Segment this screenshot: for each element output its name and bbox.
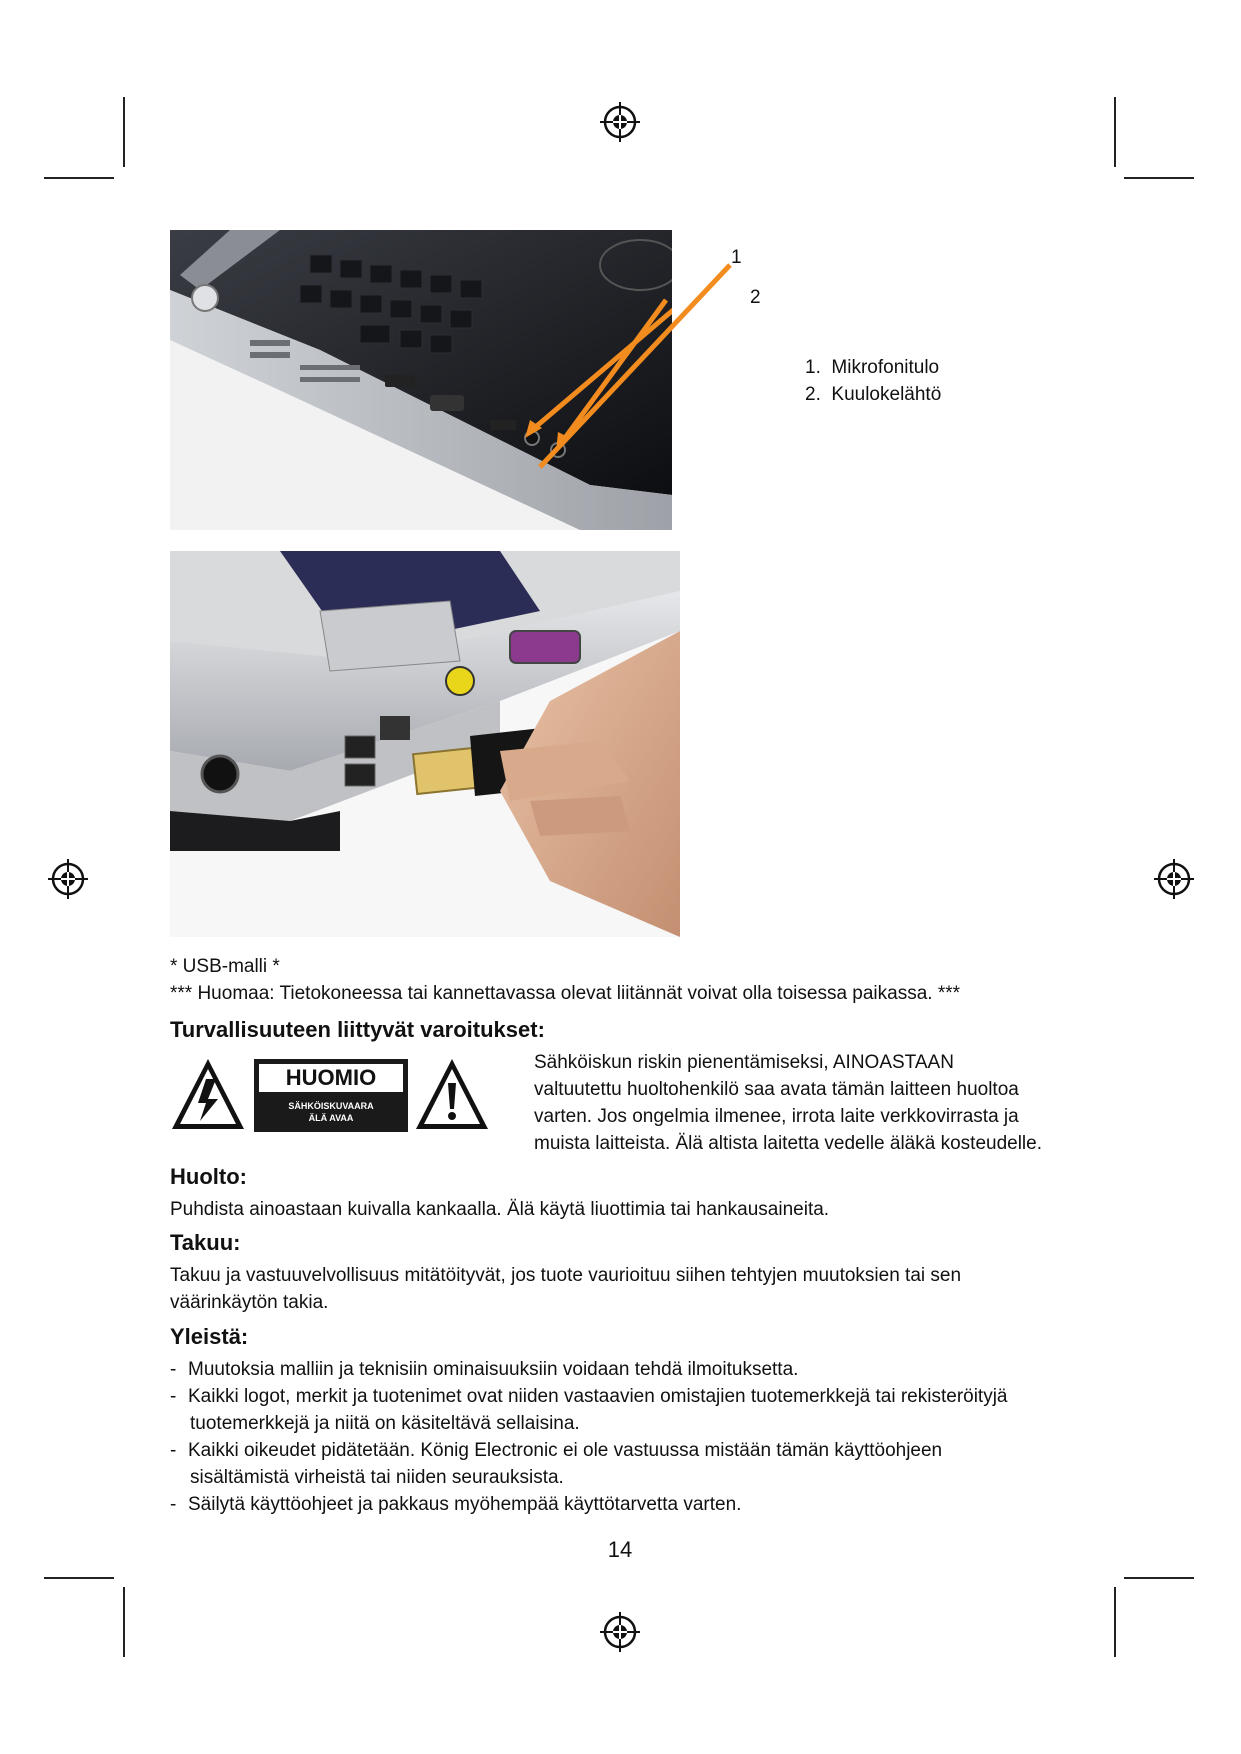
general-heading: Yleistä: [170, 1324, 249, 1349]
registration-mark-icon [46, 857, 90, 901]
maintenance-heading: Huolto: [170, 1164, 247, 1189]
registration-mark-icon [598, 1610, 642, 1654]
exclamation-warning-icon [414, 1057, 490, 1133]
caution-sign-title: HUOMIO [259, 1064, 403, 1092]
crop-mark [1114, 97, 1116, 167]
maintenance-text: Puhdista ainoastaan kuivalla kankaalla. Älä käytä liuottimia tai hankausaineita. [170, 1199, 830, 1220]
crop-mark [1114, 1587, 1116, 1657]
safety-text: Sähköiskun riskin pienentämiseksi, AINOASTAAN [534, 1052, 954, 1073]
model-caption: * USB-malli * [170, 956, 280, 977]
legend-item: 2. Kuulokelähtö [805, 384, 942, 405]
callout-number-1: 1 [731, 247, 742, 268]
usb-plug-laptop-photo [170, 551, 680, 937]
list-item-text: Muutoksia malliin ja teknisiin ominaisuuksiin voidaan tehdä ilmoituksetta. [188, 1359, 799, 1380]
list-dash: - [170, 1386, 177, 1407]
safety-heading: Turvallisuuteen liittyvät varoitukset: [170, 1017, 545, 1042]
list-item-text: Kaikki oikeudet pidätetään. König Electronic ei ole vastuussa mistään tämän käyttöohjeen [188, 1440, 943, 1461]
crop-mark [1124, 1577, 1194, 1579]
callout-arrow [520, 255, 740, 485]
note-caption: *** Huomaa: Tietokoneessa tai kannettavassa olevat liitännät voivat olla toisessa paikassa. *** [170, 983, 961, 1004]
legend-item: 1. Mikrofonitulo [805, 357, 940, 378]
warranty-text: Takuu ja vastuuvelvollisuus mitätöityvät, jos tuote vaurioituu siihen tehtyjen muutoksien tai sen [170, 1265, 962, 1286]
safety-text: varten. Jos ongelmia ilmenee, irrota laite verkkovirrasta ja [534, 1106, 1019, 1127]
list-dash: - [170, 1440, 177, 1461]
crop-mark [44, 1577, 114, 1579]
crop-mark [123, 1587, 125, 1657]
list-dash: - [170, 1494, 177, 1515]
page-number: 14 [607, 1537, 633, 1562]
caution-sign-line: SÄHKÖISKUVAARA [288, 1101, 374, 1111]
callout-number-2: 2 [750, 287, 761, 308]
crop-mark [44, 177, 114, 179]
warranty-text: väärinkäytön takia. [170, 1292, 329, 1313]
list-item-text: Kaikki logot, merkit ja tuotenimet ovat niiden vastaavien omistajien tuotemerkkejä tai rekisteröityjä [188, 1386, 1008, 1407]
safety-text: muista laitteista. Älä altista laitetta vedelle äläkä kosteudelle. [534, 1133, 1042, 1154]
caution-sign [254, 1059, 408, 1132]
crop-mark [1124, 177, 1194, 179]
registration-mark-icon [598, 100, 642, 144]
list-item-text: sisältämistä virheistä tai niiden seurauksista. [190, 1467, 564, 1488]
list-item-text: tuotemerkkejä ja niitä on käsiteltävä sellaisina. [190, 1413, 580, 1434]
high-voltage-warning-icon [170, 1057, 246, 1133]
list-dash: - [170, 1359, 177, 1380]
caution-sign-line: ÄLÄ AVAA [308, 1113, 354, 1123]
crop-mark [123, 97, 125, 167]
safety-text: valtuutettu huoltohenkilö saa avata tämän laitteen huoltoa [534, 1079, 1019, 1100]
warranty-heading: Takuu: [170, 1230, 241, 1255]
list-item-text: Säilytä käyttöohjeet ja pakkaus myöhempää käyttötarvetta varten. [188, 1494, 742, 1515]
registration-mark-icon [1152, 857, 1196, 901]
